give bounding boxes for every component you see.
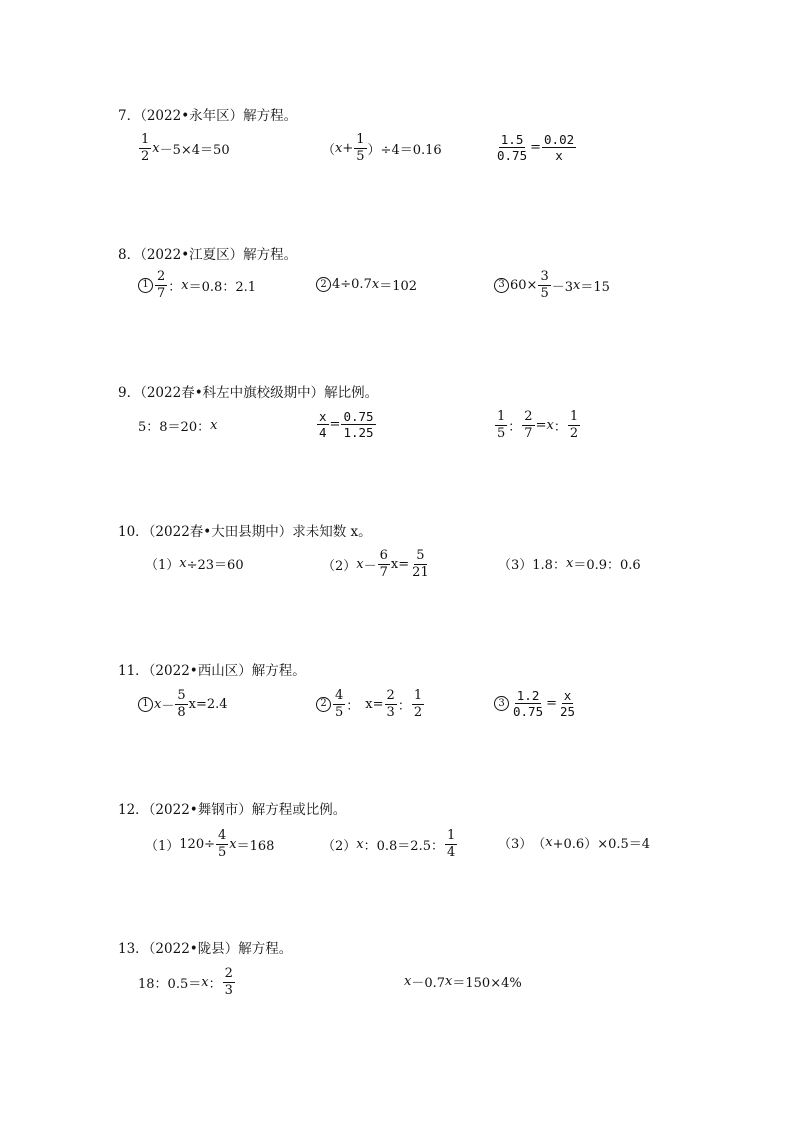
q11-equation-3: 3 $\frac{1.2}{0.75}$ = $\frac{x}{25}$ bbox=[494, 689, 578, 718]
q7-equation-2: （ x + $\frac{1}{5}$ ）÷4＝0.16 bbox=[322, 132, 442, 164]
fraction: $\frac{1.2}{0.75}$ bbox=[513, 688, 544, 720]
q13-equation-2: x －0.7 x ＝150×4% bbox=[404, 974, 522, 991]
question-8-title: 8．（2022•江夏区）解方程。 bbox=[118, 247, 298, 263]
question-11-title: 11．（2022•西山区）解方程。 bbox=[118, 663, 306, 679]
fraction: $\frac{1}{4}$ bbox=[446, 828, 456, 860]
fraction: $\frac{1}{5}$ bbox=[497, 409, 506, 441]
fraction: $\frac{4}{5}$ bbox=[218, 828, 227, 860]
circled-number: 2 bbox=[316, 277, 331, 292]
fraction: $\frac{2}{3}$ bbox=[386, 688, 395, 720]
q9-equation-1: 5：8＝20： x bbox=[138, 418, 218, 435]
q9-equation-2: $\frac{x}{4}$ = $\frac{0.75}{1.25}$ bbox=[319, 409, 374, 441]
fraction: $\frac{1.5}{0.75}$ bbox=[497, 132, 528, 164]
fraction: $\frac{x}{25}$ bbox=[560, 688, 576, 720]
fraction: $\frac{4}{5}$ bbox=[335, 688, 344, 720]
q10-equation-3: （3） 1.8： x ＝0.9：0.6 bbox=[498, 556, 641, 573]
fraction: $\frac{1}{2}$ bbox=[141, 132, 150, 164]
q12-equation-1: （1） 120÷ $\frac{4}{5}$ x ＝168 bbox=[145, 828, 275, 860]
fraction: $\frac{2}{7}$ bbox=[157, 269, 166, 301]
q8-equation-3: 3 60× $\frac{3}{5}$ －3 x ＝15 bbox=[494, 270, 610, 300]
fraction: $\frac{1}{2}$ bbox=[413, 688, 423, 720]
fraction: $\frac{5}{8}$ bbox=[177, 688, 186, 720]
circled-number: 3 bbox=[494, 696, 509, 711]
question-10-title: 10．（2022春•大田县期中）求未知数 x。 bbox=[118, 524, 372, 540]
fraction: $\frac{3}{5}$ bbox=[540, 269, 549, 301]
circled-number: 1 bbox=[138, 697, 153, 712]
q7-equation-1: $\frac{1}{2}$ x －5×4＝50 bbox=[141, 132, 230, 164]
q13-equation-1: 18：0.5＝ x ： $\frac{2}{3}$ bbox=[138, 966, 233, 998]
q9-equation-3: $\frac{1}{5}$ ： $\frac{2}{7}$ = x ： $\frac{1}{2}$ bbox=[497, 409, 579, 441]
q12-equation-3: （3） （ x +0.6）×0.5＝4 bbox=[498, 835, 651, 852]
q8-equation-2: 2 4÷0.7 x ＝102 bbox=[316, 275, 417, 294]
fraction: $\frac{1}{5}$ bbox=[356, 132, 365, 164]
q11-equation-1: 1 x － $\frac{5}{8}$ x =2.4 bbox=[138, 689, 228, 719]
fraction: $\frac{2}{3}$ bbox=[224, 966, 233, 998]
q8-equation-1: 1 $\frac{2}{7}$ ： x ＝0.8：2.1 bbox=[138, 270, 256, 300]
q7-equation-3: $\frac{1.5}{0.75}$ = $\frac{0.02}{x}$ bbox=[497, 132, 575, 164]
fraction: $\frac{1}{2}$ bbox=[569, 409, 579, 441]
fraction: $\frac{2}{7}$ bbox=[524, 409, 533, 441]
fraction: $\frac{6}{7}$ bbox=[379, 548, 388, 580]
circled-number: 1 bbox=[138, 278, 153, 293]
q10-equation-2: （2） x － $\frac{6}{7}$ x = $\frac{5}{21}$ bbox=[322, 548, 429, 580]
question-12-title: 12．（2022•舞钢市）解方程或比例。 bbox=[118, 802, 347, 818]
fraction: $\frac{0.02}{x}$ bbox=[544, 132, 575, 164]
q12-equation-2: （2） x ：0.8＝2.5： $\frac{1}{4}$ bbox=[322, 828, 456, 860]
fraction: $\frac{x}{4}$ bbox=[319, 409, 327, 441]
q11-equation-2: 2 $\frac{4}{5}$ ： x = $\frac{2}{3}$ ： $\frac{1}{2}$ bbox=[316, 689, 425, 719]
fraction: $\frac{0.75}{1.25}$ bbox=[343, 409, 374, 441]
question-9-title: 9．（2022春•科左中旗校级期中）解比例。 bbox=[118, 385, 379, 401]
fraction: $\frac{5}{21}$ bbox=[412, 548, 429, 580]
q10-equation-1: （1） x ÷23＝60 bbox=[145, 556, 244, 573]
circled-number: 3 bbox=[494, 278, 509, 293]
circled-number: 2 bbox=[316, 697, 331, 712]
question-13-title: 13．（2022•陇县）解方程。 bbox=[118, 941, 293, 957]
question-7-title: 7．（2022•永年区）解方程。 bbox=[118, 108, 298, 124]
